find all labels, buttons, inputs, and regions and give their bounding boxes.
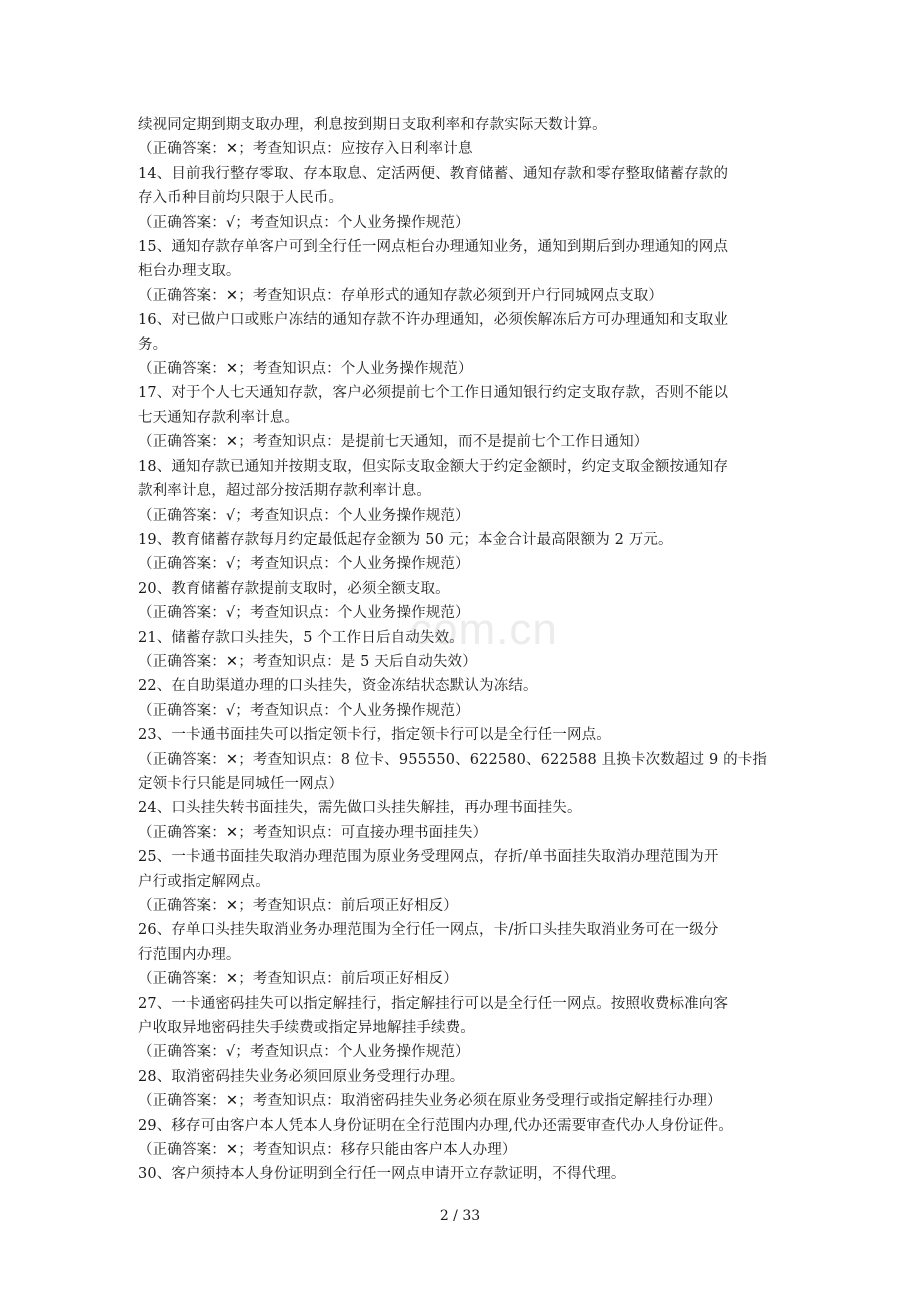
watermark: com.cn (410, 605, 558, 654)
text-line: 28、取消密码挂失业务必须回原业务受理行办理。 (138, 1068, 465, 1085)
text-line: 户收取异地密码挂失手续费或指定异地解挂手续费。 (138, 1020, 475, 1037)
text-line: （正确答案：√；考查知识点：个人业务操作规范） (138, 702, 470, 719)
text-line: 22、在自助渠道办理的口头挂失，资金冻结状态默认为冻结。 (138, 678, 538, 695)
text-line: 27、一卡通密码挂失可以指定解挂行，指定解挂行可以是全行任一网点。按照收费标准向客 (138, 995, 729, 1012)
text-line: 21、储蓄存款口头挂失，5 个工作日后自动失效。 (138, 629, 464, 646)
text-line: 26、存单口头挂失取消业务办理范围为全行任一网点，卡/折口头挂失取消业务可在一级分 (138, 922, 719, 939)
text-line: 23、一卡通书面挂失可以指定领卡行，指定领卡行可以是全行任一网点。 (138, 727, 611, 744)
text-line: （正确答案：✕；考查知识点：移存只能由客户本人办理） (138, 1142, 517, 1159)
text-line: 14、目前我行整存零取、存本取息、定活两便、教育储蓄、通知存款和零存整取储蓄存款的 (138, 165, 729, 182)
text-line: 18、通知存款已通知并按期支取，但实际支取金额大于约定金额时，约定支取金额按通知存 (138, 458, 729, 475)
text-line: 25、一卡通书面挂失取消办理范围为原业务受理网点，存折/单书面挂失取消办理范围为开 (138, 849, 719, 866)
text-line: （正确答案：✕；考查知识点：是提前七天通知，而不是提前七个工作日通知） (138, 434, 649, 451)
text-line: （正确答案：√；考查知识点：个人业务操作规范） (138, 1044, 470, 1061)
text-line: 务。 (138, 336, 168, 353)
document-body (138, 113, 788, 1187)
text-line: （正确答案：✕；考查知识点：前后项正好相反） (138, 898, 458, 914)
text-line: （正确答案：✕；考查知识点：存单形式的通知存款必须到开户行同城网点支取） (138, 287, 664, 304)
text-line: 30、客户须持本人身份证明到全行任一网点申请开立存款证明，不得代理。 (138, 1166, 626, 1183)
text-line: （正确答案：√；考查知识点：个人业务操作规范） (138, 507, 470, 524)
text-line: （正确答案：√；考查知识点：个人业务操作规范） (138, 556, 470, 573)
text-line: （正确答案：✕；考查知识点：取消密码挂失业务必须在原业务受理行或指定解挂行办理） (138, 1093, 722, 1110)
text-line: （正确答案：√；考查知识点：个人业务操作规范） (138, 214, 470, 231)
text-line: （正确答案：✕；考查知识点：应按存入日利率计息 (138, 141, 473, 158)
text-line: 续视同定期到期支取办理，利息按到期日支取利率和存款实际天数计算。 (138, 117, 607, 133)
text-line: 15、通知存款存单客户可到全行任一网点柜台办理通知业务，通知到期后到办理通知的网点 (138, 239, 729, 256)
text-line: （正确答案：√；考查知识点：个人业务操作规范） (138, 605, 470, 622)
text-line: （正确答案：✕；考查知识点：8 位卡、955550、622580、622588 且换卡次数超过 9 的卡指 (138, 751, 768, 768)
text-line: 17、对于个人七天通知存款，客户必须提前七个工作日通知银行约定支取存款，否则不能以 (138, 385, 729, 402)
text-line: 定领卡行只能是同城任一网点） (138, 775, 344, 792)
text-line: 存入币种目前均只限于人民币。 (138, 190, 344, 207)
text-line: 19、教育储蓄存款每月约定最低起存金额为 50 元；本金合计最高限额为 2 万元。 (138, 531, 673, 548)
page-number: 2 / 33 (439, 1208, 481, 1224)
text-line: （正确答案：✕；考查知识点：个人业务操作规范） (138, 361, 473, 378)
text-line: （正确答案：✕；考查知识点：前后项正好相反） (138, 971, 458, 988)
text-line: （正确答案：✕；考查知识点：是 5 天后自动失效） (138, 653, 477, 670)
text-line: 柜台办理支取。 (138, 263, 241, 280)
text-line: （正确答案：✕；考查知识点：可直接办理书面挂失） (138, 824, 488, 841)
text-line: 29、移存可由客户本人凭本人身份证明在全行范围内办理,代办还需要审查代办人身份证件。 (138, 1117, 733, 1134)
text-line: 行范围内办理。 (138, 946, 241, 963)
text-line: 户行或指定解网点。 (138, 873, 270, 890)
text-line: 七天通知存款利率计息。 (138, 409, 300, 426)
text-line: 16、对已做户口或账户冻结的通知存款不许办理通知，必须俟解冻后方可办理通知和支取业 (138, 312, 729, 329)
text-line: 款利率计息，超过部分按活期存款利率计息。 (138, 483, 431, 500)
text-line: 20、教育储蓄存款提前支取时，必须全额支取。 (138, 580, 450, 597)
text-line: 24、口头挂失转书面挂失，需先做口头挂失解挂，再办理书面挂失。 (138, 800, 582, 817)
